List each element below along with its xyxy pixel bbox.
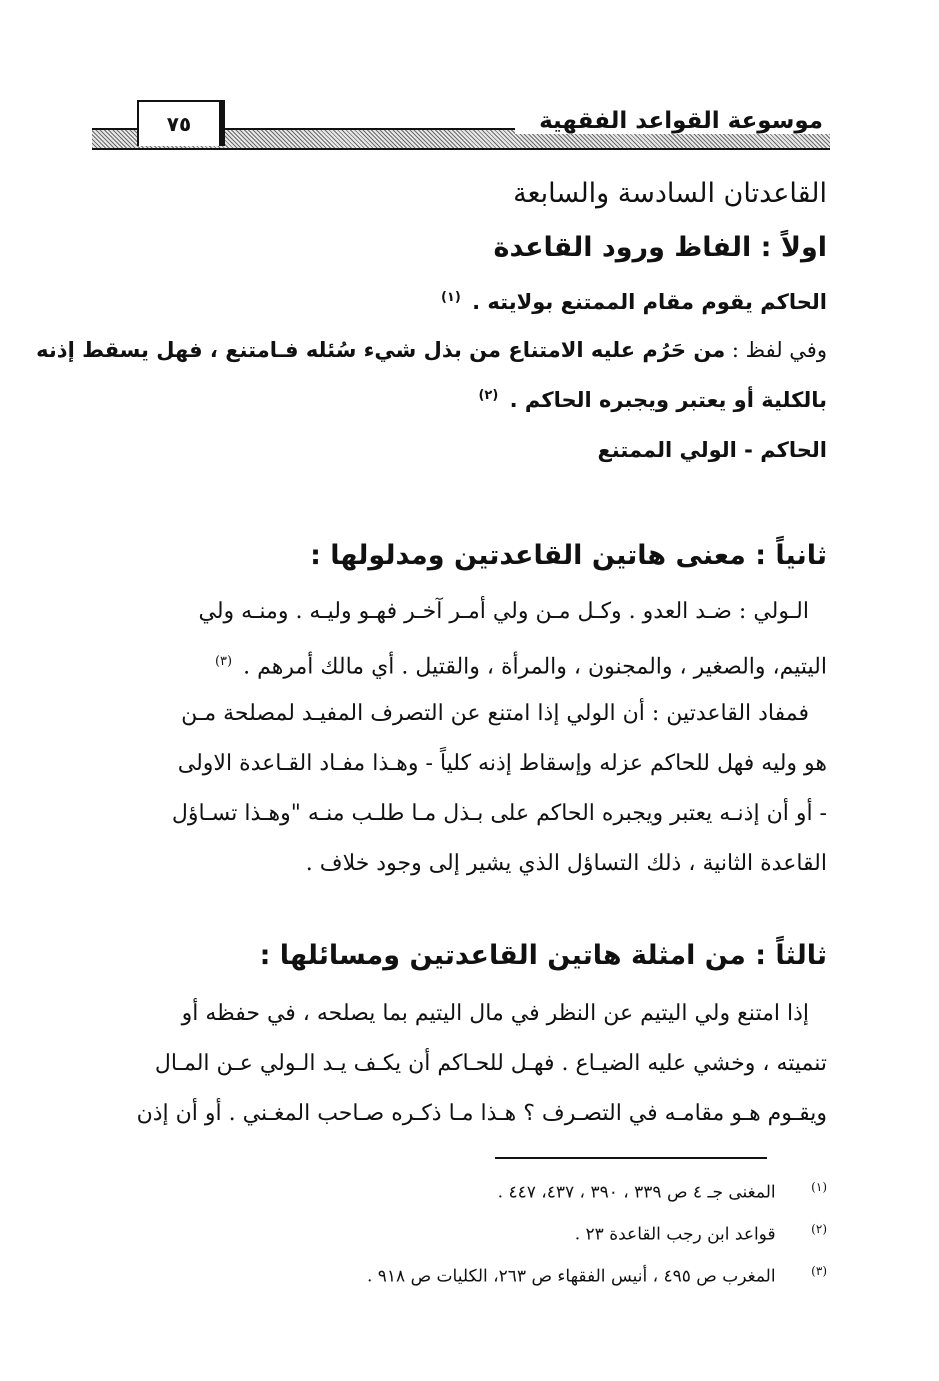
section3-heading: ثالثاً : من امثلة هاتين القاعدتين ومسائلها : <box>259 940 827 971</box>
book-title: موسوعة القواعد الفقهية <box>515 108 831 134</box>
footnote-3-text: المغرب ص ٤٩٥ ، أنيس الفقهاء ص ٢٦٣، الكليات ص ٩١٨ . <box>366 1266 776 1287</box>
page-title: القاعدتان السادسة والسابعة <box>513 178 827 209</box>
s3-p1-line2: تنميته ، وخشي عليه الضيـاع . فهـل للحـاكم أن يكـف يـد الـولي عـن المـال <box>154 1051 827 1076</box>
page-number: ٧٥ <box>137 100 221 146</box>
rule-text-2-line1 <box>36 338 827 362</box>
s2-p1-line2-text: اليتيم، والصغير ، والمجنون ، والمرأة ، والقتيل . أي مالك أمرهم . <box>243 654 827 680</box>
footnote-2 <box>575 1222 827 1245</box>
s2-p1-line1: الـولي : ضـد العدو . وكـل مـن ولي أمـر آخـر فهـو وليـه . ومنـه ولي <box>198 599 809 624</box>
section2-heading: ثانياً : معنى هاتين القاعدتين ومدلولها : <box>310 540 827 571</box>
footnote-ref-2: (٢) <box>478 388 499 403</box>
alt-line2: بالكلية أو يعتبر ويجبره الحاكم . <box>509 388 827 412</box>
footnote-2-num: (٢) <box>811 1222 827 1236</box>
alt-prefix: وفي لفظ : <box>731 338 827 362</box>
s3-p1-line1: إذا امتنع ولي اليتيم عن النظر في مال اليتيم بما يصلحه ، في حفظه أو <box>181 1001 809 1026</box>
rule-text-1 <box>441 290 827 314</box>
footnote-3 <box>367 1264 827 1287</box>
footnote-1 <box>498 1180 827 1203</box>
footnote-ref-3: (٣) <box>214 654 233 669</box>
keywords: الحاكم - الولي الممتنع <box>597 438 827 462</box>
rule1-text: الحاكم يقوم مقام الممتنع بولايته . <box>472 290 827 314</box>
s2-p2-line2: هو وليه فهل للحاكم عزله وإسقاط إذنه كلياً - وهـذا مفـاد القـاعدة الاولى <box>177 751 827 776</box>
footnote-ref-1: (١) <box>440 290 461 305</box>
s2-p2-line4: القاعدة الثانية ، ذلك التساؤل الذي يشير إلى وجود خلاف . <box>305 851 827 876</box>
s2-p2-line3: - أو أن إذنـه يعتبر ويجبره الحاكم على بـذل مـا طلـب منـه "وهـذا تسـاؤل <box>171 801 827 826</box>
footnote-1-text: المغنى جـ ٤ ص ٣٣٩ ، ٣٩٠ ، ٤٣٧، ٤٤٧ . <box>497 1182 776 1203</box>
s2-p2-line1: فمفاد القاعدتين : أن الولي إذا امتنع عن التصرف المفيـد لمصلحة مـن <box>181 701 809 726</box>
s3-p1-line3: ويقـوم هـو مقامـه في التصـرف ؟ هـذا مـا ذكـره صـاحب المغـني . أو أن إذن <box>136 1101 827 1126</box>
alt-line1: من حَرُم عليه الامتناع من بذل شيء سُئله فـامتنع ، فهل يسقط إذنه <box>36 338 726 362</box>
footnote-2-text: قواعد ابن رجب القاعدة ٢٣ . <box>574 1224 776 1245</box>
footnote-3-num: (٣) <box>811 1264 827 1278</box>
rule-text-2-line2 <box>478 388 827 412</box>
footnote-separator <box>495 1157 767 1159</box>
s2-p1-line2 <box>215 638 827 691</box>
footnote-1-num: (١) <box>811 1180 827 1194</box>
section1-heading: اولاً : الفاظ ورود القاعدة <box>493 232 827 263</box>
